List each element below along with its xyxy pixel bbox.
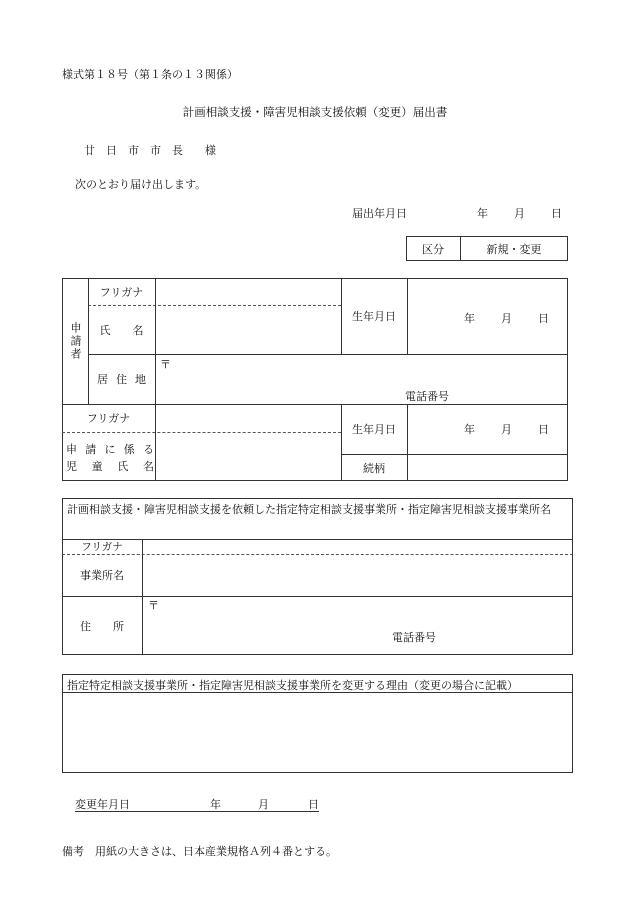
child-birth-day-unit: 日 <box>538 423 549 436</box>
submission-date-label: 届出年月日 <box>352 207 407 220</box>
office-name-field[interactable] <box>142 554 573 596</box>
applicant-birthdate-label: 生年月日 <box>352 310 396 323</box>
office-address-label: 住 所 <box>80 619 124 633</box>
office-postal-mark: 〒 <box>148 599 159 612</box>
child-relation-label: 続柄 <box>363 461 385 475</box>
child-relation-field[interactable] <box>407 454 568 481</box>
applicant-furigana-label: フリガナ <box>99 285 144 299</box>
change-day-unit: 日 <box>308 798 319 811</box>
addressee: 廿 日 市 市 長 様 <box>84 144 216 157</box>
applicant-name-label: 氏 名 <box>99 323 144 337</box>
applicant-birth-month-unit: 月 <box>501 312 512 325</box>
applicant-postal-mark: 〒 <box>160 358 171 371</box>
office-phone-label: 電話番号 <box>392 631 436 644</box>
child-name-label-line1: 申請に係る <box>66 443 154 456</box>
child-name-field[interactable] <box>155 432 341 481</box>
form-title: 計画相談支援・障害児相談支援依頼（変更）届出書 <box>182 105 448 119</box>
submission-day-unit: 日 <box>551 207 562 220</box>
applicant-birth-day-unit: 日 <box>538 312 549 325</box>
category-label: 区分 <box>422 242 444 256</box>
change-date-label: 変更年月日 <box>75 798 130 811</box>
applicant-address-label: 居住地 <box>97 373 154 386</box>
child-name-label-line2: 児童氏名 <box>66 460 154 473</box>
office-name-label: 事業所名 <box>80 569 124 582</box>
form-number: 様式第１８号（第１条の１３関係） <box>62 68 238 81</box>
applicant-group-label: 申請者 <box>69 321 82 361</box>
applicant-name-field[interactable] <box>155 305 341 354</box>
applicant-birth-year-unit: 年 <box>464 312 475 325</box>
reason-field[interactable] <box>63 693 572 772</box>
change-month-unit: 月 <box>258 798 269 811</box>
child-birthdate-label: 生年月日 <box>352 423 396 436</box>
intro-text: 次のとおり届け出します。 <box>75 178 207 191</box>
office-section-heading: 計画相談支援・障害児相談支援を依頼した指定特定相談支援事業所・指定障害児相談支援事業所名 <box>67 503 551 516</box>
change-year-unit: 年 <box>210 798 221 811</box>
change-date-underline <box>75 811 319 812</box>
category-value[interactable]: 新規・変更 <box>486 242 542 256</box>
office-furigana-field[interactable] <box>142 539 573 554</box>
child-furigana-field[interactable] <box>155 404 341 432</box>
applicant-phone-label: 電話番号 <box>405 390 449 403</box>
applicant-furigana-field[interactable] <box>155 278 341 305</box>
submission-year-unit: 年 <box>477 207 488 220</box>
reason-section-heading: 指定特定相談支援事業所・指定障害児相談支援事業所を変更する理由（変更の場合に記載） <box>67 679 518 692</box>
child-birth-year-unit: 年 <box>464 423 475 436</box>
office-furigana-label: フリガナ <box>81 541 123 553</box>
submission-month-unit: 月 <box>514 207 525 220</box>
child-birth-month-unit: 月 <box>501 423 512 436</box>
footnote: 備考 用紙の大きさは、日本産業規格Ａ列４番とする。 <box>62 845 337 858</box>
child-furigana-label: フリガナ <box>86 412 131 425</box>
